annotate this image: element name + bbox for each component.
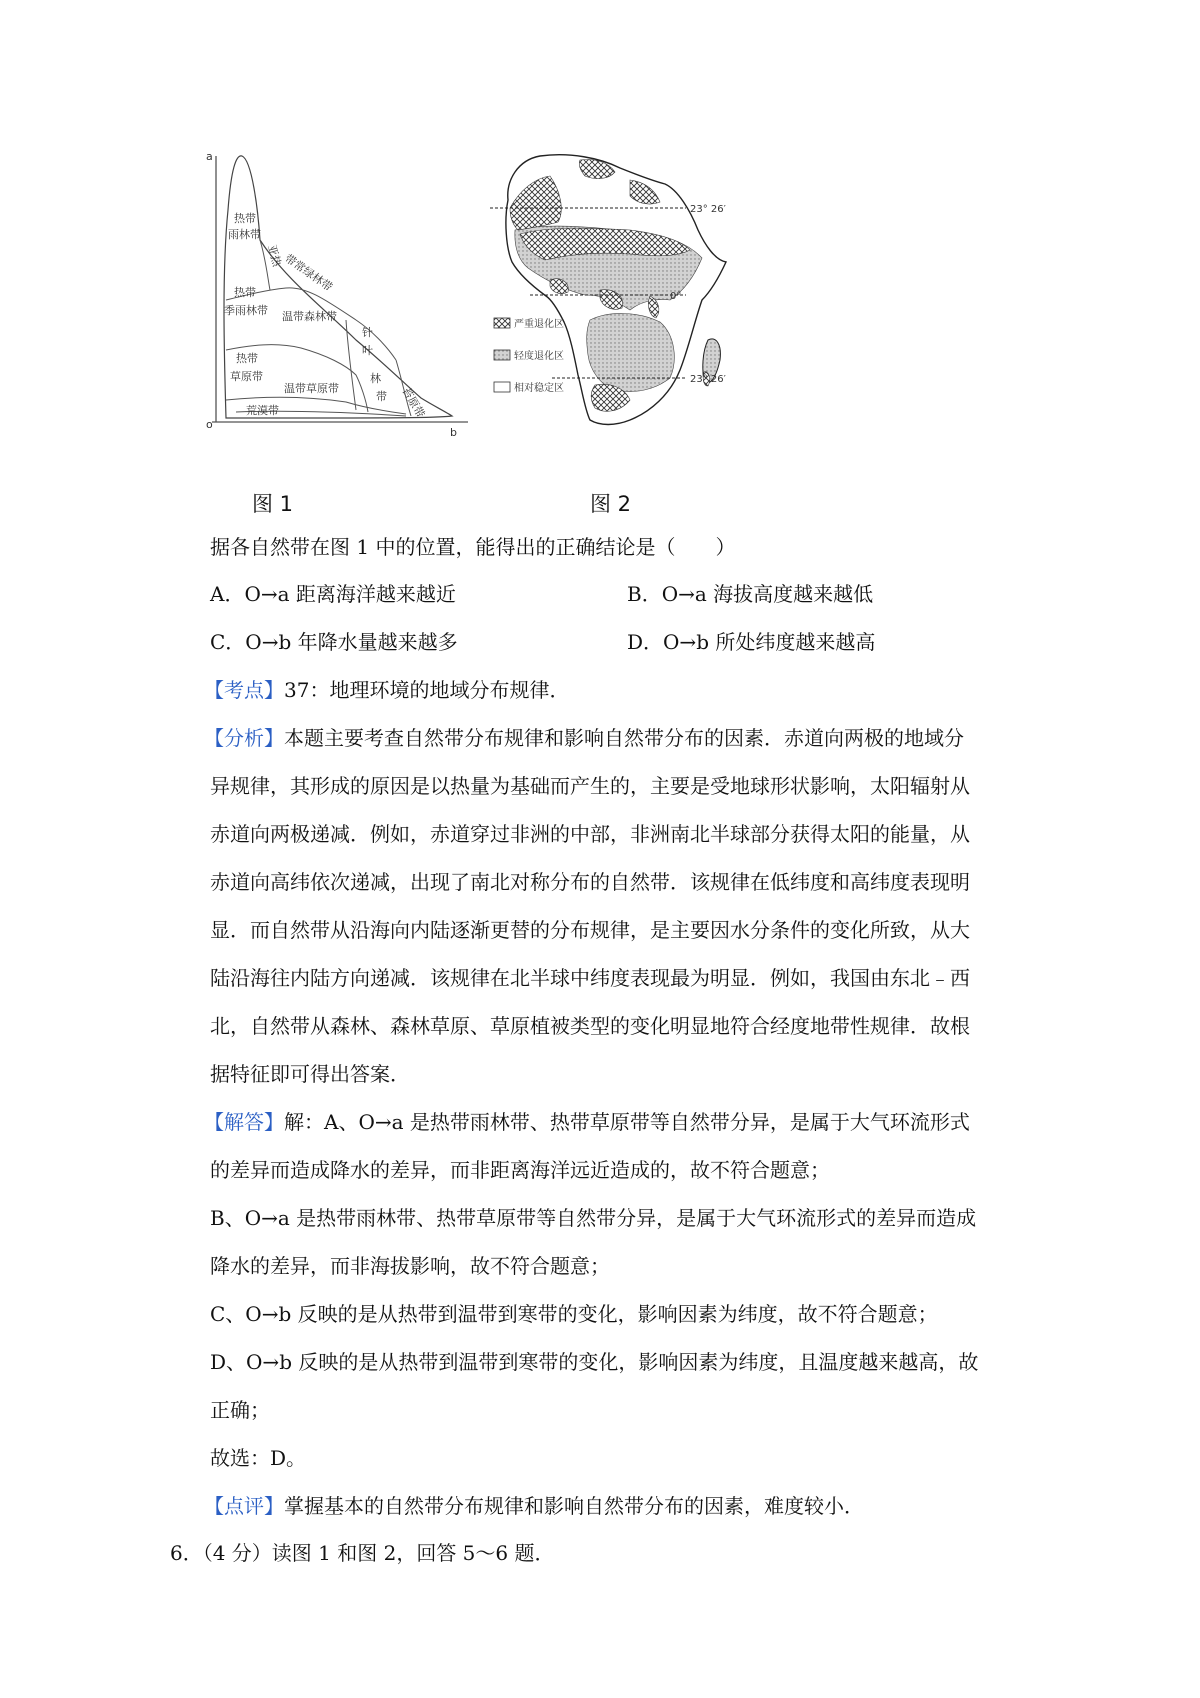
- jieda-line-0: [204, 1107, 970, 1137]
- jieda-line-6: 正确；: [210, 1398, 270, 1422]
- jieda-line-4: C、O→b 反映的是从热带到温带到寒带的变化，影响因素为纬度，故不符合题意；: [210, 1302, 938, 1326]
- fenxi-line-4: 显．而自然带从沿海向内陆逐渐更替的分布规律，是主要因水分条件的变化所致，从大: [210, 918, 970, 942]
- option-c: C．O→b 年降水量越来越多: [210, 630, 458, 654]
- axis-b-label: b: [450, 426, 457, 439]
- legend-stable-label: 相对稳定区: [514, 383, 564, 394]
- fenxi-line-7: 据特征即可得出答案．: [210, 1062, 410, 1086]
- zone-tropical-rainforest-2: 雨林带: [228, 228, 261, 241]
- zone-coniferous-3: 林: [370, 372, 381, 385]
- figure-2: [490, 150, 760, 450]
- dianping-tag: 【点评】: [204, 1494, 284, 1518]
- zone-tropical-monsoon-1: 热带: [234, 286, 256, 299]
- fenxi-line-2: 赤道向两极递减．例如，赤道穿过非洲的中部，非洲南北半球部分获得太阳的能量，从: [210, 822, 970, 846]
- fenxi-text-0: 本题主要考查自然带分布规律和影响自然带分布的因素．赤道向两极的地域分: [284, 726, 964, 750]
- option-a: A．O→a 距离海洋越来越近: [210, 582, 456, 606]
- zone-tropical-grassland-2: 草原带: [230, 370, 263, 383]
- option-d: D．O→b 所处纬度越来越高: [627, 630, 876, 654]
- question-stem: 据各自然带在图 1 中的位置，能得出的正确结论是（ ）: [210, 535, 736, 559]
- figure-2-caption: 图 2: [590, 492, 632, 516]
- jieda-line-7: 故选：D。: [210, 1446, 307, 1470]
- fenxi-line-0: [204, 723, 964, 753]
- kaodian-tag: 【考点】: [204, 678, 284, 702]
- legend-light-swatch: [494, 350, 510, 360]
- option-b: B．O→a 海拔高度越来越低: [627, 582, 874, 606]
- figure-1-caption: 图 1: [252, 492, 294, 516]
- origin-label: o: [206, 418, 213, 431]
- latitude-south-label: 23° 26′: [690, 374, 726, 385]
- legend-stable-swatch: [494, 382, 510, 392]
- zone-subtropical-1: 亚热: [265, 243, 284, 269]
- zone-temperate-grassland: 温带草原带: [284, 382, 339, 395]
- fenxi-line-6: 北，自然带从森林、森林草原、草原植被类型的变化明显地符合经度地带性规律．故根: [210, 1014, 970, 1038]
- jieda-line-3: 降水的差异，而非海拔影响，故不符合题意；: [210, 1254, 610, 1278]
- jieda-tag: 【解答】: [204, 1110, 284, 1134]
- latitude-north-label: 23° 26′: [690, 204, 726, 215]
- kaodian-text: 37：地理环境的地域分布规律．: [284, 678, 570, 702]
- fenxi-line-1: 异规律，其形成的原因是以热量为基础而产生的，主要是受地球形状影响，太阳辐射从: [210, 774, 970, 798]
- jieda-text-0: 解：A、O→a 是热带雨林带、热带草原带等自然带分异，是属于大气环流形式: [284, 1110, 970, 1134]
- zone-tropical-grassland-1: 热带: [236, 352, 258, 365]
- dianping-paragraph: [204, 1491, 864, 1521]
- fenxi-line-3: 赤道向高纬依次递减，出现了南北对称分布的自然带．该规律在低纬度和高纬度表现明: [210, 870, 970, 894]
- figure-1: [206, 150, 476, 440]
- equator-label: 0°: [670, 291, 682, 302]
- next-question: 6．（4 分）读图 1 和图 2，回答 5～6 题．: [170, 1541, 555, 1565]
- fenxi-line-5: 陆沿海往内陆方向递减．该规律在北半球中纬度表现最为明显．例如，我国由东北﹣西: [210, 966, 970, 990]
- zone-temperate-forest: 温带森林带: [282, 310, 337, 323]
- legend-light-label: 轻度退化区: [514, 351, 564, 362]
- zone-tropical-rainforest-1: 热带: [234, 212, 256, 225]
- jieda-line-5: D、O→b 反映的是从热带到温带到寒带的变化，影响因素为纬度，且温度越来越高，故: [210, 1350, 979, 1374]
- jieda-line-1: 的差异而造成降水的差异，而非距离海洋远近造成的，故不符合题意；: [210, 1158, 830, 1182]
- legend-severe-swatch: [494, 318, 510, 328]
- zone-tundra: 苔原带: [399, 385, 428, 421]
- zone-coniferous-4: 带: [376, 390, 387, 403]
- fenxi-tag: 【分析】: [204, 726, 284, 750]
- dianping-text: 掌握基本的自然带分布规律和影响自然带分布的因素，难度较小．: [284, 1494, 864, 1518]
- zone-coniferous-1: 针: [362, 326, 373, 339]
- zone-subtropical-2: 带常绿林带: [282, 251, 335, 295]
- zone-desert: 荒漠带: [246, 404, 279, 417]
- zone-tropical-monsoon-2: 季雨林带: [224, 304, 268, 317]
- jieda-line-2: B、O→a 是热带雨林带、热带草原带等自然带分异，是属于大气环流形式的差异而造成: [210, 1206, 977, 1230]
- zone-coniferous-2: 叶: [362, 344, 373, 357]
- axis-a-label: a: [206, 150, 213, 163]
- kaodian-paragraph: [204, 675, 569, 705]
- legend-severe-label: 严重退化区: [514, 319, 564, 330]
